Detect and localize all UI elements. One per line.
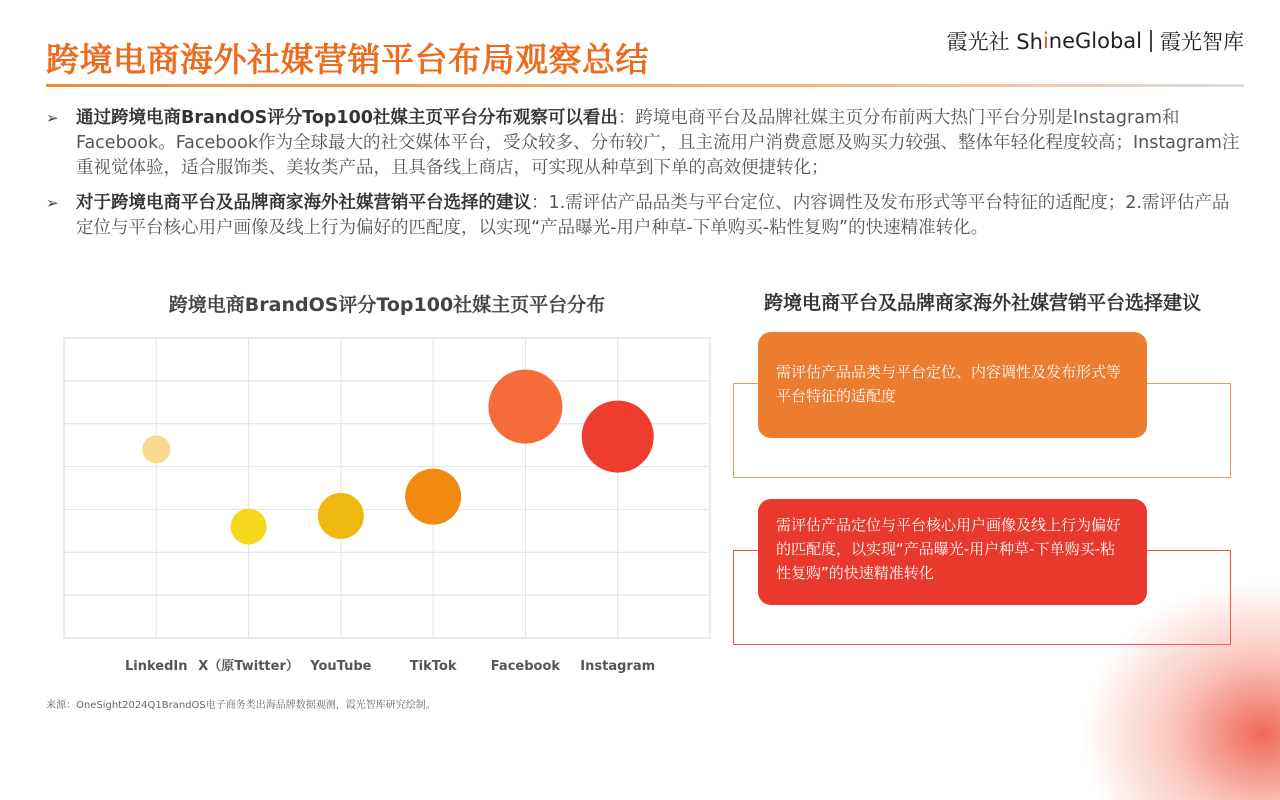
bubble-chart [50, 330, 722, 680]
bubble-5 [488, 370, 562, 444]
brand-logo [947, 26, 1244, 56]
x-tick-label: LinkedIn [125, 659, 188, 674]
source-note: 来源：OneSight2024Q1BrandOS电子商务类出海品牌数据观测，霞光智库研究绘制。 [46, 700, 436, 711]
bubble-6 [582, 401, 654, 473]
chart-title: 跨境电商BrandOS评分Top100社媒主页平台分布 [168, 294, 606, 316]
brand-name-part1: 霞光社 Sh [946, 30, 1043, 54]
x-tick-label: YouTube [310, 659, 372, 674]
x-tick-label: TikTok [409, 659, 457, 674]
bullet-item-1 [46, 106, 1240, 181]
arrow-icon: ➢ [46, 194, 59, 212]
x-tick-label: X（原Twitter） [198, 659, 299, 674]
recommendation-card-2: 需评估产品定位与平台核心用户画像及线上行为偏好的匹配度，以实现“产品曝光-用户种草-下单购买-粘性复购”的快速精准转化 [758, 499, 1147, 605]
brand-separator [1150, 30, 1152, 52]
bubble-1 [142, 435, 170, 463]
title-underline [46, 84, 1244, 87]
recommendation-title: 跨境电商平台及品牌商家海外社媒营销平台选择建议 [763, 292, 1201, 314]
arrow-icon: ➢ [46, 109, 59, 127]
page-title: 跨境电商海外社媒营销平台布局观察总结 [46, 40, 649, 79]
bubble-2 [231, 509, 267, 545]
summary-bullets [46, 106, 1240, 251]
x-tick-label: Instagram [580, 659, 656, 674]
bullet-text-1: ：跨境电商平台及品牌社媒主页分布前两大热门平台分别是Instagram和Facebook。Facebook作为全球最大的社交媒体平台，受众较多、分布较广，且主流用户消费意愿及购买力较强、整体年轻化程度较高；Instagram注重视觉体验，适合服饰类、美妆类产品，且具备线上商店，可实现从种草到下单的高效便捷转化； [76, 108, 1240, 178]
bubble-3 [318, 493, 364, 539]
brand-name-part3: neGlobal [1048, 29, 1142, 53]
brand-name-highlight: i [1042, 29, 1049, 53]
x-tick-label: Facebook [490, 659, 561, 674]
bullet-lead-1: 通过跨境电商BrandOS评分Top100社媒主页平台分布观察可以看出 [76, 108, 618, 128]
plot-frame [64, 338, 710, 638]
brand-name-part4: 霞光智库 [1160, 30, 1244, 54]
recommendation-card-1: 需评估产品品类与平台定位、内容调性及发布形式等平台特征的适配度 [758, 332, 1147, 438]
corner-decoration [1080, 580, 1280, 800]
bubble-4 [405, 469, 461, 525]
bullet-lead-2: 对于跨境电商平台及品牌商家海外社媒营销平台选择的建议 [76, 193, 531, 213]
bullet-text-2: ：1.需评估产品品类与平台定位、内容调性及发布形式等平台特征的适配度；2.需评估产品定位与平台核心用户画像及线上行为偏好的匹配度，以实现“产品曝光-用户种草-下单购买-粘性复购”的快速精准转化。 [76, 193, 1230, 238]
bullet-item-2 [46, 191, 1240, 241]
